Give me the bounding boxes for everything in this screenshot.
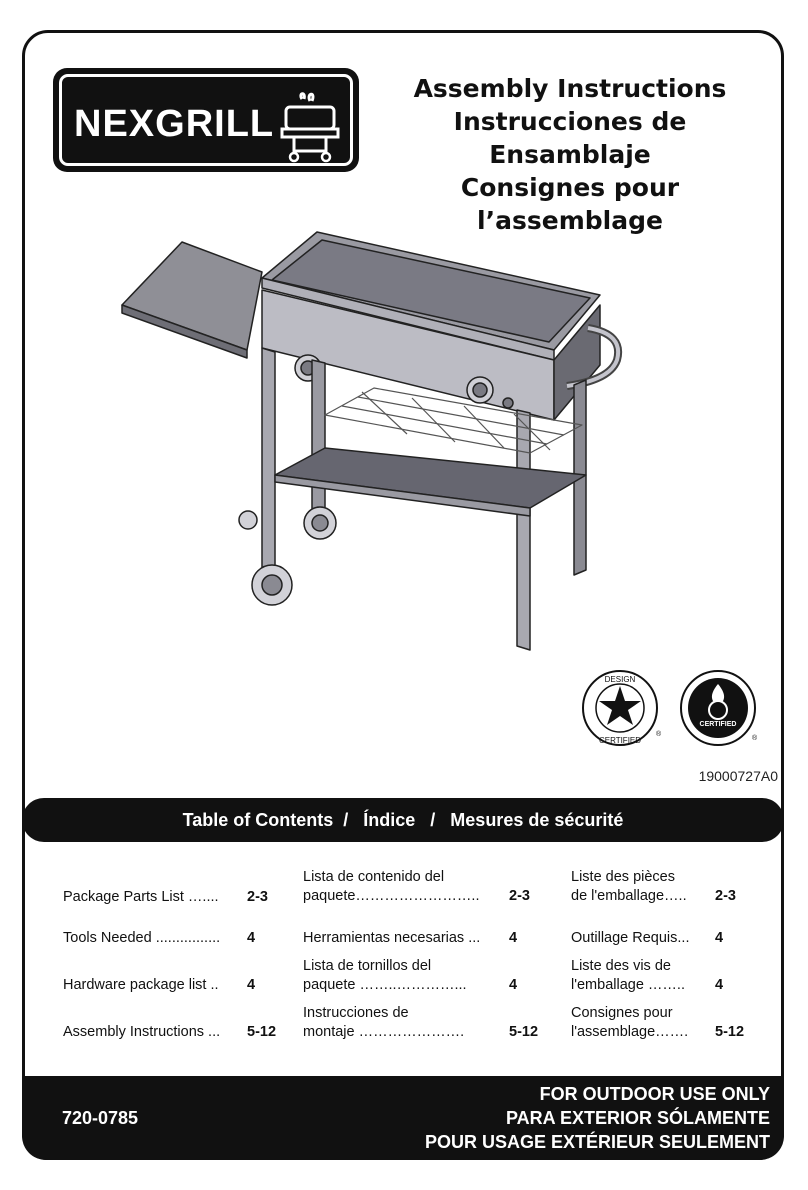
toc-spanish-label-line2: Herramientas necesarias ... — [303, 930, 481, 946]
toc-french-label-line2: l'emballage …….. — [571, 977, 685, 993]
toc-english-item — [63, 976, 283, 995]
title-line-french-1: Consignes pour — [460, 173, 680, 202]
toc-spanish-item — [303, 868, 548, 906]
toc-spanish-page: 4 — [509, 930, 518, 946]
toc-spanish-label-line1: Lista de tornillos del — [303, 958, 432, 974]
design-seal-registered-mark: ® — [656, 731, 662, 738]
outdoor-use-warning — [425, 1082, 770, 1154]
griddle-illustration — [112, 210, 632, 660]
outdoor-warning-spanish: PARA EXTERIOR SÓLAMENTE — [505, 1108, 770, 1128]
toc-english-page: 4 — [247, 977, 256, 993]
nexgrill-logo — [53, 68, 359, 172]
footer-bar — [22, 1076, 784, 1160]
outdoor-warning-french: POUR USAGE EXTÉRIEUR SEULEMENT — [424, 1132, 770, 1152]
toc-english-page: 5-12 — [247, 1024, 277, 1040]
toc-spanish-item — [303, 957, 548, 995]
toc-spanish-page: 5-12 — [509, 1024, 539, 1040]
toc-header-bar: Table of Contents / Índice / Mesures de sécurité — [22, 798, 784, 842]
toc-french-page: 5-12 — [715, 1024, 745, 1040]
toc-english-item — [63, 888, 283, 907]
brand-name: NEXGRILL — [74, 103, 275, 145]
toc-spanish-item — [303, 929, 548, 948]
toc-spanish-item — [303, 1004, 548, 1042]
toc-english-label: Hardware package list .. — [63, 977, 219, 993]
toc-spanish-label-line2: paquete ……..…………... — [303, 977, 467, 993]
design-seal-bottom-text: CERTIFIED — [598, 736, 642, 745]
toc-spanish-label-line1: Instrucciones de — [303, 1005, 409, 1021]
toc-french-label-line1: Liste des pièces — [571, 869, 675, 885]
title-line-english: Assembly Instructions — [413, 74, 727, 103]
csa-certified-seal — [678, 668, 760, 750]
toc-english-item — [63, 1023, 283, 1042]
design-certified-seal — [580, 668, 662, 750]
toc-spanish-label-line1: Lista de contenido del — [303, 869, 445, 885]
toc-french-label-line2: de l'emballage….. — [571, 888, 687, 904]
toc-english-label: Package Parts List ….... — [63, 889, 219, 905]
toc-french-item — [571, 957, 761, 995]
grill-icon — [280, 91, 340, 163]
toc-french-label-line1: Consignes pour — [571, 1005, 673, 1021]
csa-seal-text: CERTIFIED — [699, 721, 737, 728]
part-number: 720-0785 — [62, 1108, 139, 1128]
design-seal-top-text: DESIGN — [604, 675, 636, 684]
document-code: 19000727A0 — [698, 768, 778, 784]
toc-spanish-label-line2: paquete…………………….. — [303, 888, 480, 904]
toc-french-label-line1: Liste des vis de — [571, 958, 671, 974]
toc-french-item — [571, 1004, 761, 1042]
toc-english-label: Tools Needed ................ — [63, 930, 221, 946]
toc-french-label-line2: l'assemblage……. — [571, 1024, 689, 1040]
csa-seal-registered-mark: ® — [752, 735, 758, 742]
title-line-spanish: Instrucciones de Ensamblaje — [453, 107, 687, 169]
toc-english-page: 2-3 — [247, 889, 268, 905]
toc-english-item — [63, 929, 283, 948]
outdoor-warning-english: FOR OUTDOOR USE ONLY — [539, 1084, 770, 1104]
toc-spanish-label-line2: montaje …………………. — [303, 1024, 465, 1040]
title-line-french-2: l’assemblage — [477, 206, 663, 235]
toc-english-page: 4 — [247, 930, 256, 946]
toc-french-page: 4 — [715, 977, 724, 993]
toc-english-label: Assembly Instructions ... — [63, 1024, 221, 1040]
toc-french-item — [571, 868, 761, 906]
toc-french-item — [571, 929, 761, 948]
toc-spanish-page: 2-3 — [509, 888, 530, 904]
toc-french-page: 4 — [715, 930, 724, 946]
toc-french-page: 2-3 — [715, 888, 736, 904]
toc-spanish-page: 4 — [509, 977, 518, 993]
toc-french-label-line2: Outillage Requis... — [571, 930, 690, 946]
